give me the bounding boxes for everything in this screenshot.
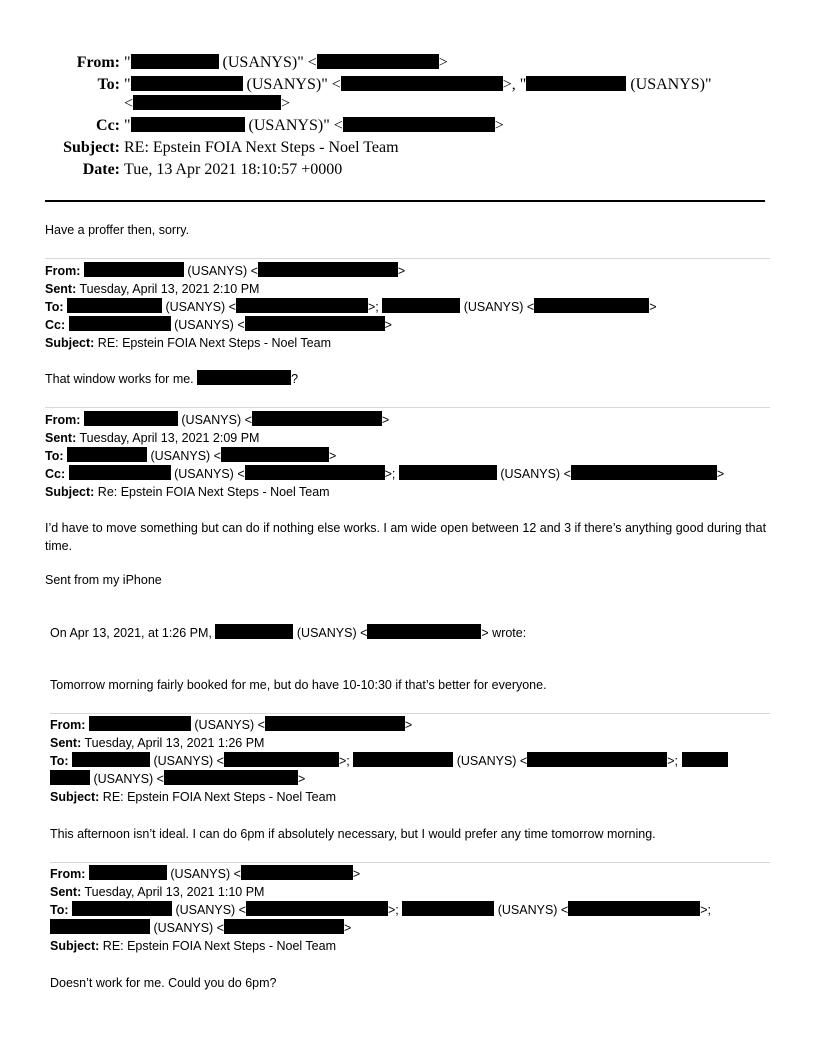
redaction — [69, 316, 171, 331]
redaction — [89, 716, 191, 731]
message-divider — [45, 258, 770, 259]
m1-cc-row: Cc: (USANYS) < > — [45, 318, 392, 332]
redaction — [50, 770, 90, 785]
redaction — [258, 262, 398, 277]
m3-from-row: From: (USANYS) < > — [50, 718, 413, 732]
redaction — [399, 465, 497, 480]
redaction — [67, 447, 147, 462]
quote-mark: " — [124, 117, 131, 134]
redaction — [246, 901, 388, 916]
redaction — [67, 298, 162, 313]
redaction — [89, 865, 167, 880]
m1-from-row: From: (USANYS) < > — [45, 264, 406, 278]
redaction — [527, 752, 667, 767]
m4-text: Doesn’t work for me. Could you do 6pm? — [50, 976, 277, 990]
redaction — [236, 298, 368, 313]
m4-to-row: To: (USANYS) < >; (USANYS) < >; — [50, 903, 712, 917]
redaction — [341, 76, 503, 91]
header-date-label: Date: — [82, 161, 120, 178]
redaction — [69, 465, 171, 480]
redaction — [682, 752, 728, 767]
header-to-org: (USANYS)" — [626, 76, 712, 93]
redaction — [224, 752, 339, 767]
header-cc-label: Cc: — [96, 117, 120, 134]
message-divider — [50, 713, 770, 714]
separator: >, " — [502, 76, 527, 93]
redaction — [133, 95, 281, 110]
message-divider — [45, 407, 770, 408]
m2-from-row: From: (USANYS) < > — [45, 413, 390, 427]
m2-cc-row: Cc: (USANYS) < >; (USANYS) < > — [45, 467, 725, 481]
redaction — [84, 411, 178, 426]
header-subject-label: Subject: — [63, 139, 120, 156]
m2-sent-row: Sent: Tuesday, April 13, 2021 2:09 PM — [45, 431, 260, 445]
redaction — [241, 865, 353, 880]
m2-text: I’d have to move something but can do if nothing else works. I am wide open between 12 and 3 if there’s anything good during that time. — [45, 521, 767, 553]
redaction — [245, 316, 385, 331]
redaction — [534, 298, 649, 313]
bracket: > — [438, 54, 448, 71]
redaction — [382, 298, 460, 313]
m4-sent-row: Sent: Tuesday, April 13, 2021 1:10 PM — [50, 885, 265, 899]
redaction — [72, 752, 150, 767]
redaction — [353, 752, 453, 767]
redaction — [317, 54, 439, 69]
m3-to-row-continued: (USANYS) < > — [50, 770, 305, 788]
redaction — [568, 901, 700, 916]
m1-text: That window works for me. ? — [45, 372, 299, 386]
redaction — [84, 262, 184, 277]
redaction — [367, 624, 481, 639]
m2-to-row: To: (USANYS) < > — [45, 449, 337, 463]
m2-subject-row: Subject: Re: Epstein FOIA Next Steps - Noel Team — [45, 485, 330, 499]
header-from-label: From: — [76, 54, 120, 71]
header-from-org: (USANYS)" < — [218, 54, 317, 71]
m3-subject-row: Subject: RE: Epstein FOIA Next Steps - Noel Team — [50, 790, 336, 804]
redaction — [131, 76, 243, 91]
redaction — [571, 465, 717, 480]
header-to-org: (USANYS)" < — [242, 76, 341, 93]
redaction — [131, 117, 245, 132]
m3-text: This afternoon isn’t ideal. I can do 6pm if absolutely necessary, but I would prefer any time tomorrow morning. — [50, 827, 656, 841]
m4-to-row-continued: (USANYS) < > — [50, 919, 351, 937]
header-subject-value: RE: Epstein FOIA Next Steps - Noel Team — [124, 139, 399, 156]
redaction — [197, 370, 291, 385]
redaction — [164, 770, 298, 785]
header-date-value: Tue, 13 Apr 2021 18:10:57 +0000 — [124, 161, 343, 178]
redaction — [252, 411, 382, 426]
redaction — [245, 465, 385, 480]
m1-sent-row: Sent: Tuesday, April 13, 2021 2:10 PM — [45, 282, 260, 296]
quote-mark: " — [124, 54, 131, 71]
m1-to-row: To: (USANYS) < >; (USANYS) < > — [45, 300, 657, 314]
bracket: < — [124, 95, 134, 112]
redaction — [221, 447, 329, 462]
m4-from-row: From: (USANYS) < > — [50, 867, 361, 881]
redaction — [224, 919, 344, 934]
redaction — [72, 901, 172, 916]
quote-mark: " — [124, 76, 131, 93]
header-divider — [45, 200, 765, 202]
redaction — [265, 716, 405, 731]
m3-sent-row: Sent: Tuesday, April 13, 2021 1:26 PM — [50, 736, 265, 750]
redaction — [526, 76, 626, 91]
m1-subject-row: Subject: RE: Epstein FOIA Next Steps - Noel Team — [45, 336, 331, 350]
m2-signature: Sent from my iPhone — [45, 573, 162, 587]
redaction — [131, 54, 219, 69]
header-to-label: To: — [97, 76, 120, 93]
header-cc-org: (USANYS)" < — [244, 117, 343, 134]
bracket: > — [494, 117, 504, 134]
redaction — [402, 901, 494, 916]
redaction — [50, 919, 150, 934]
quote-attribution: On Apr 13, 2021, at 1:26 PM, (USANYS) < > wrote: — [50, 626, 527, 640]
header-to-row-continued — [124, 94, 290, 114]
message-divider — [50, 862, 770, 863]
redaction — [215, 624, 293, 639]
quote-text: Tomorrow morning fairly booked for me, but do have 10-10:30 if that’s better for everyone. — [50, 678, 547, 692]
bracket: > — [281, 95, 291, 112]
redaction — [343, 117, 495, 132]
m3-to-row: To: (USANYS) < >; (USANYS) < >; — [50, 752, 728, 770]
m4-subject-row: Subject: RE: Epstein FOIA Next Steps - Noel Team — [50, 939, 336, 953]
intro-text: Have a proffer then, sorry. — [45, 223, 190, 237]
